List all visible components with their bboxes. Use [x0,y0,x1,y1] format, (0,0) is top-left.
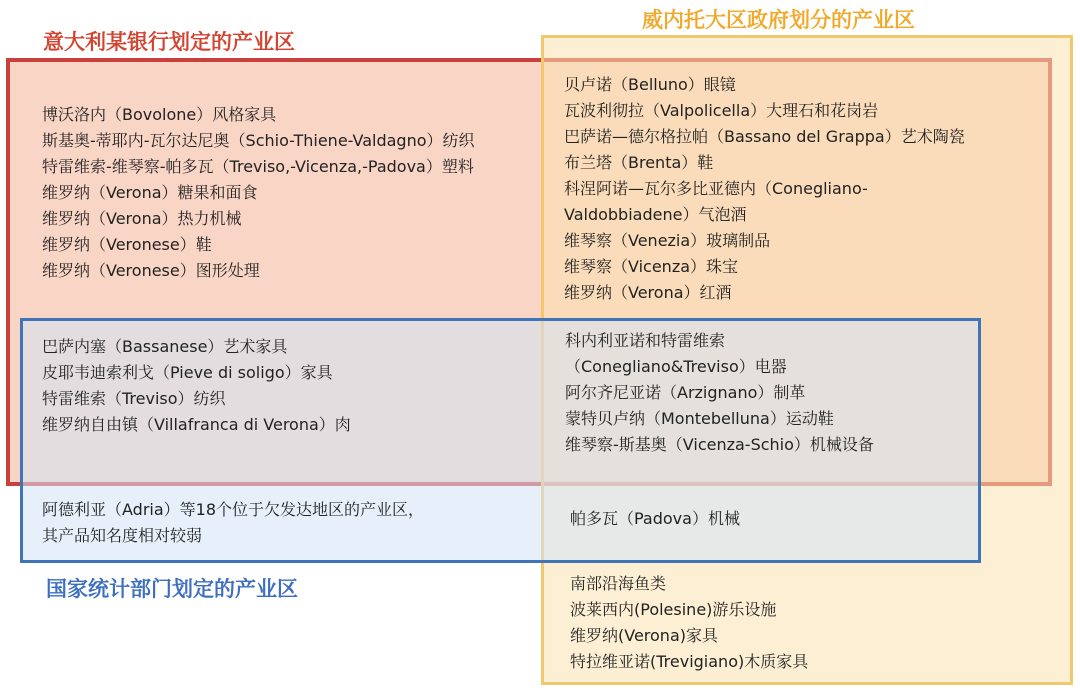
stat-zone-title: 国家统计部门划定的产业区 [46,577,298,601]
industry-item: 巴萨诺—德尔格拉帕（Bassano del Grappa）艺术陶瓷 [564,127,965,146]
bank-stat-overlap-list [42,334,351,438]
industry-item: 帕多瓦（Padova）机械 [570,509,740,528]
industry-item: 维罗纳(Verona)家具 [570,626,718,645]
industry-item: 阿尔齐尼亚诺（Arzignano）制革 [565,383,806,402]
industry-item: 维琴察-斯基奥（Vicenza-Schio）机械设备 [565,435,874,454]
industry-item: 维琴察（Venezia）玻璃制品 [564,231,771,250]
industry-item: 贝卢诺（Belluno）眼镜 [564,75,736,94]
all-three-overlap-list [565,328,874,458]
stat-only-list [42,497,424,549]
industry-item: 维罗纳（Verona）热力机械 [42,209,242,228]
industry-item: 维罗纳（Veronese）鞋 [42,235,212,254]
bank-region-overlap-list [564,72,965,306]
industry-item: 蒙特贝卢纳（Montebelluna）运动鞋 [565,409,834,428]
industry-item: 波莱西内(Polesine)游乐设施 [570,600,777,619]
industry-item: 维罗纳（Verona）红酒 [564,283,732,302]
industry-item: 瓦波利彻拉（Valpolicella）大理石和花岗岩 [564,101,879,120]
industry-item: 巴萨内塞（Bassanese）艺术家具 [42,337,288,356]
industry-item: 特雷维索（Treviso）纺织 [42,389,226,408]
industry-item: 博沃洛内（Bovolone）风格家具 [42,105,277,124]
industry-item: 斯基奥-蒂耶内-瓦尔达尼奥（Schio-Thiene-Valdagno）纺织 [42,131,475,150]
industry-item: 科内利亚诺和特雷维索 [565,331,726,350]
industry-item: 科涅阿诺—瓦尔多比亚德内（Conegliano- [564,179,868,198]
industry-item: 皮耶韦迪索利戈（Pieve di soligo）家具 [42,363,333,382]
industry-item: 维罗纳自由镇（Villafranca di Verona）肉 [42,415,351,434]
stat-region-overlap-list [570,506,740,532]
industry-item: 特拉维亚诺(Trevigiano)木质家具 [570,652,809,671]
industry-item: 维琴察（Vicenza）珠宝 [564,257,739,276]
industry-item: 特雷维索-维琴察-帕多瓦（Treviso,-Vicenza,-Padova）塑料 [42,157,474,176]
industry-item: 其产品知名度相对较弱 [42,526,203,545]
industry-item: 南部沿海鱼类 [570,574,667,593]
industry-item: 维罗纳（Verona）糖果和面食 [42,183,258,202]
industry-item: 阿德利亚（Adria）等18个位于欠发达地区的产业区， [42,500,425,519]
industry-item: Valdobbiadene）气泡酒 [564,205,747,224]
industry-item: 维罗纳（Veronese）图形处理 [42,261,260,280]
industry-item: （Conegliano&Treviso）电器 [565,357,787,376]
industry-item: 布兰塔（Brenta）鞋 [564,153,714,172]
region-zone-title: 威内托大区政府划分的产业区 [642,8,915,32]
bank-only-list [42,102,475,284]
bank-zone-title: 意大利某银行划定的产业区 [43,30,295,54]
region-only-list [570,571,808,675]
